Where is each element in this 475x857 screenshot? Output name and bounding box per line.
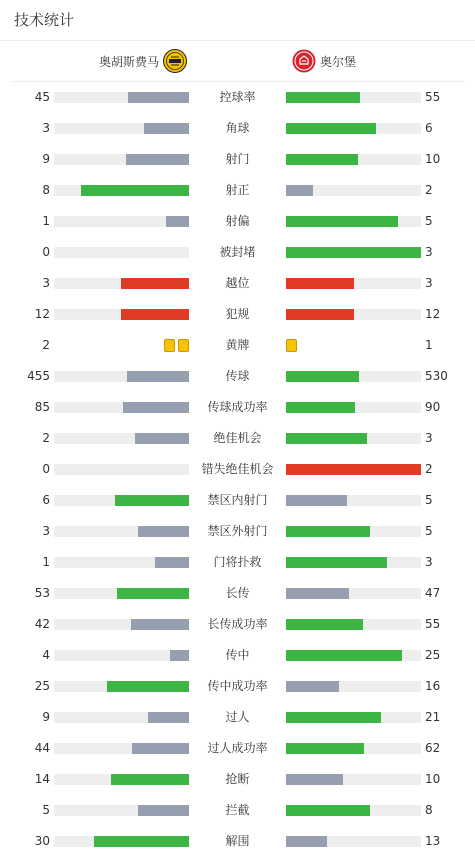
stat-label: 越位 xyxy=(225,276,250,290)
home-bar-fill xyxy=(128,92,189,103)
away-bar-track xyxy=(286,154,421,165)
stat-row xyxy=(0,330,475,361)
stat-row xyxy=(0,826,475,857)
stat-label: 传球 xyxy=(225,369,250,383)
stat-row xyxy=(0,423,475,454)
home-bar-track xyxy=(54,309,189,320)
away-value: 5 xyxy=(425,493,433,507)
away-bar-fill xyxy=(286,278,354,289)
away-value: 5 xyxy=(425,524,433,538)
away-bar-track xyxy=(286,309,421,320)
away-bar-track xyxy=(286,123,421,134)
home-bar-fill xyxy=(107,681,189,692)
stat-label: 控球率 xyxy=(219,90,256,104)
away-bar-fill xyxy=(286,774,343,785)
home-value: 30 xyxy=(34,834,50,848)
home-value: 8 xyxy=(42,183,50,197)
home-bar-fill xyxy=(94,836,189,847)
home-value: 6 xyxy=(42,493,50,507)
home-bar-track xyxy=(54,433,189,444)
away-bar-fill xyxy=(286,154,358,165)
away-bar-track xyxy=(286,805,421,816)
home-value: 2 xyxy=(42,431,50,445)
home-value: 9 xyxy=(42,152,50,166)
away-bar-track xyxy=(286,774,421,785)
home-team-name: 奥胡斯费马 xyxy=(98,54,159,69)
stat-label: 过人成功率 xyxy=(207,741,268,755)
stat-label: 绝佳机会 xyxy=(213,431,262,445)
away-bar-track xyxy=(286,92,421,103)
away-value: 10 xyxy=(425,152,441,166)
home-bar-fill xyxy=(148,712,189,723)
stat-label: 犯规 xyxy=(225,307,250,321)
home-bar-fill xyxy=(132,743,189,754)
stat-label: 过人 xyxy=(225,710,250,724)
away-bar-fill xyxy=(286,123,376,134)
home-bar-fill xyxy=(126,154,189,165)
away-bar-track xyxy=(286,278,421,289)
stat-row xyxy=(0,578,475,609)
stat-label: 角球 xyxy=(225,121,250,135)
away-bar-track xyxy=(286,495,421,506)
home-bar-track xyxy=(54,154,189,165)
home-bar-track xyxy=(54,743,189,754)
away-value: 1 xyxy=(425,338,433,352)
home-value: 3 xyxy=(42,524,50,538)
home-value: 1 xyxy=(42,214,50,228)
away-bar-fill xyxy=(286,216,398,227)
away-value: 10 xyxy=(425,772,441,786)
home-value: 0 xyxy=(42,245,50,259)
away-bar-fill xyxy=(286,526,370,537)
stat-row xyxy=(0,454,475,485)
stat-label: 射正 xyxy=(225,183,250,197)
stat-label: 传中 xyxy=(225,648,250,662)
stat-label: 拦截 xyxy=(225,803,250,817)
home-bar-track xyxy=(54,216,189,227)
home-value: 2 xyxy=(42,338,50,352)
home-bar-track xyxy=(54,588,189,599)
home-bar-fill xyxy=(127,371,189,382)
home-bar-fill xyxy=(166,216,189,227)
home-bar-fill xyxy=(117,588,189,599)
away-bar-track xyxy=(286,526,421,537)
home-bar-fill xyxy=(138,805,189,816)
away-value: 47 xyxy=(425,586,441,600)
home-value: 53 xyxy=(34,586,50,600)
stat-row xyxy=(0,733,475,764)
home-bar-track xyxy=(54,681,189,692)
stat-row xyxy=(0,206,475,237)
away-value: 25 xyxy=(425,648,441,662)
yellow-card-icon xyxy=(164,339,175,352)
stat-row xyxy=(0,361,475,392)
home-bar-track xyxy=(54,123,189,134)
away-bar-fill xyxy=(286,588,349,599)
home-bar-fill xyxy=(131,619,189,630)
stat-row xyxy=(0,299,475,330)
home-bar-fill xyxy=(155,557,189,568)
away-bar-fill xyxy=(286,650,402,661)
stat-label: 被封堵 xyxy=(219,245,256,259)
home-value: 25 xyxy=(34,679,50,693)
away-value: 12 xyxy=(425,307,441,321)
away-value: 2 xyxy=(425,183,433,197)
away-bar-fill xyxy=(286,681,339,692)
stat-label: 禁区内射门 xyxy=(207,493,268,507)
home-yellow-cards xyxy=(164,339,189,352)
stat-label: 射门 xyxy=(225,152,250,166)
away-value: 3 xyxy=(425,431,433,445)
stat-row xyxy=(0,609,475,640)
home-bar-track xyxy=(54,805,189,816)
away-bar-fill xyxy=(286,309,354,320)
away-bar-track xyxy=(286,185,421,196)
stat-label: 射偏 xyxy=(225,214,250,228)
away-value: 16 xyxy=(425,679,441,693)
home-value: 5 xyxy=(42,803,50,817)
away-bar-fill xyxy=(286,464,421,475)
away-bar-track xyxy=(286,247,421,258)
home-bar-fill xyxy=(115,495,189,506)
home-value: 0 xyxy=(42,462,50,476)
stat-row xyxy=(0,764,475,795)
away-value: 21 xyxy=(425,710,441,724)
away-value: 5 xyxy=(425,214,433,228)
stat-row xyxy=(0,113,475,144)
stat-row xyxy=(0,392,475,423)
stat-label: 传中成功率 xyxy=(207,679,268,693)
home-value: 12 xyxy=(34,307,50,321)
away-value: 2 xyxy=(425,462,433,476)
away-value: 90 xyxy=(425,400,441,414)
away-bar-fill xyxy=(286,712,381,723)
stat-label: 长传 xyxy=(225,586,250,600)
home-bar-track xyxy=(54,185,189,196)
away-value: 3 xyxy=(425,245,433,259)
stat-row xyxy=(0,671,475,702)
stat-label: 抢断 xyxy=(225,772,250,786)
stat-row xyxy=(0,175,475,206)
home-value: 1 xyxy=(42,555,50,569)
stat-row xyxy=(0,795,475,826)
away-bar-track xyxy=(286,681,421,692)
home-bar-track xyxy=(54,557,189,568)
away-bar-fill xyxy=(286,557,387,568)
home-bar-track xyxy=(54,247,189,258)
home-bar-fill xyxy=(121,309,189,320)
away-bar-fill xyxy=(286,185,313,196)
home-bar-fill xyxy=(135,433,189,444)
away-bar-track xyxy=(286,836,421,847)
home-bar-track xyxy=(54,92,189,103)
away-value: 55 xyxy=(425,617,441,631)
home-bar-fill xyxy=(111,774,189,785)
home-value: 4 xyxy=(42,648,50,662)
away-bar-track xyxy=(286,557,421,568)
home-bar-fill xyxy=(144,123,189,134)
stat-label: 禁区外射门 xyxy=(207,524,268,538)
stat-label: 传球成功率 xyxy=(207,400,268,414)
away-bar-track xyxy=(286,216,421,227)
away-value: 62 xyxy=(425,741,441,755)
away-team-name: 奥尔堡 xyxy=(320,54,357,69)
home-bar-track xyxy=(54,774,189,785)
home-value: 3 xyxy=(42,276,50,290)
home-value: 85 xyxy=(34,400,50,414)
stat-row xyxy=(0,237,475,268)
stat-label: 黄牌 xyxy=(225,338,250,352)
home-bar-track xyxy=(54,464,189,475)
home-value: 45 xyxy=(34,90,50,104)
away-bar-track xyxy=(286,588,421,599)
stat-row xyxy=(0,485,475,516)
home-bar-fill xyxy=(138,526,189,537)
away-team[interactable] xyxy=(292,41,356,81)
home-value: 42 xyxy=(34,617,50,631)
stat-row xyxy=(0,640,475,671)
away-value: 55 xyxy=(425,90,441,104)
away-bar-fill xyxy=(286,371,359,382)
home-bar-track xyxy=(54,402,189,413)
away-bar-track xyxy=(286,464,421,475)
away-bar-track xyxy=(286,650,421,661)
away-team-logo-icon xyxy=(292,49,316,73)
away-bar-track xyxy=(286,371,421,382)
away-bar-fill xyxy=(286,805,370,816)
away-bar-fill xyxy=(286,433,367,444)
team-header xyxy=(10,41,465,82)
home-bar-track xyxy=(54,371,189,382)
away-bar-fill xyxy=(286,495,347,506)
away-value: 3 xyxy=(425,555,433,569)
home-bar-fill xyxy=(123,402,189,413)
away-value: 13 xyxy=(425,834,441,848)
away-bar-track xyxy=(286,402,421,413)
home-value: 44 xyxy=(34,741,50,755)
home-bar-fill xyxy=(170,650,189,661)
home-bar-fill xyxy=(81,185,189,196)
stat-label: 长传成功率 xyxy=(207,617,268,631)
home-bar-track xyxy=(54,278,189,289)
home-value: 9 xyxy=(42,710,50,724)
stat-row xyxy=(0,702,475,733)
away-bar-track xyxy=(286,712,421,723)
away-value: 530 xyxy=(425,369,448,383)
away-value: 6 xyxy=(425,121,433,135)
away-bar-fill xyxy=(286,247,421,258)
stat-row xyxy=(0,516,475,547)
away-bar-track xyxy=(286,619,421,630)
home-bar-track xyxy=(54,526,189,537)
away-bar-track xyxy=(286,433,421,444)
home-bar-track xyxy=(54,495,189,506)
away-value: 3 xyxy=(425,276,433,290)
stat-row xyxy=(0,547,475,578)
home-bar-fill xyxy=(121,278,189,289)
home-value: 14 xyxy=(34,772,50,786)
away-bar-fill xyxy=(286,619,363,630)
away-bar-fill xyxy=(286,402,355,413)
stat-row xyxy=(0,268,475,299)
away-bar-track xyxy=(286,743,421,754)
away-yellow-cards xyxy=(286,339,297,352)
away-value: 8 xyxy=(425,803,433,817)
home-bar-track xyxy=(54,712,189,723)
home-value: 455 xyxy=(27,369,50,383)
yellow-card-icon xyxy=(286,339,297,352)
yellow-card-icon xyxy=(178,339,189,352)
home-value: 3 xyxy=(42,121,50,135)
home-bar-track xyxy=(54,650,189,661)
stat-label: 错失绝佳机会 xyxy=(201,462,274,476)
home-team-logo-icon xyxy=(163,49,187,73)
away-bar-fill xyxy=(286,743,364,754)
away-bar-fill xyxy=(286,836,327,847)
home-bar-track xyxy=(54,619,189,630)
home-team[interactable] xyxy=(99,41,187,81)
stat-row xyxy=(0,144,475,175)
home-bar-track xyxy=(54,836,189,847)
stat-label: 门将扑救 xyxy=(213,555,262,569)
away-bar-fill xyxy=(286,92,360,103)
stat-label: 解围 xyxy=(225,834,250,848)
stat-row xyxy=(0,82,475,113)
page-title: 技术统计 xyxy=(14,11,75,29)
